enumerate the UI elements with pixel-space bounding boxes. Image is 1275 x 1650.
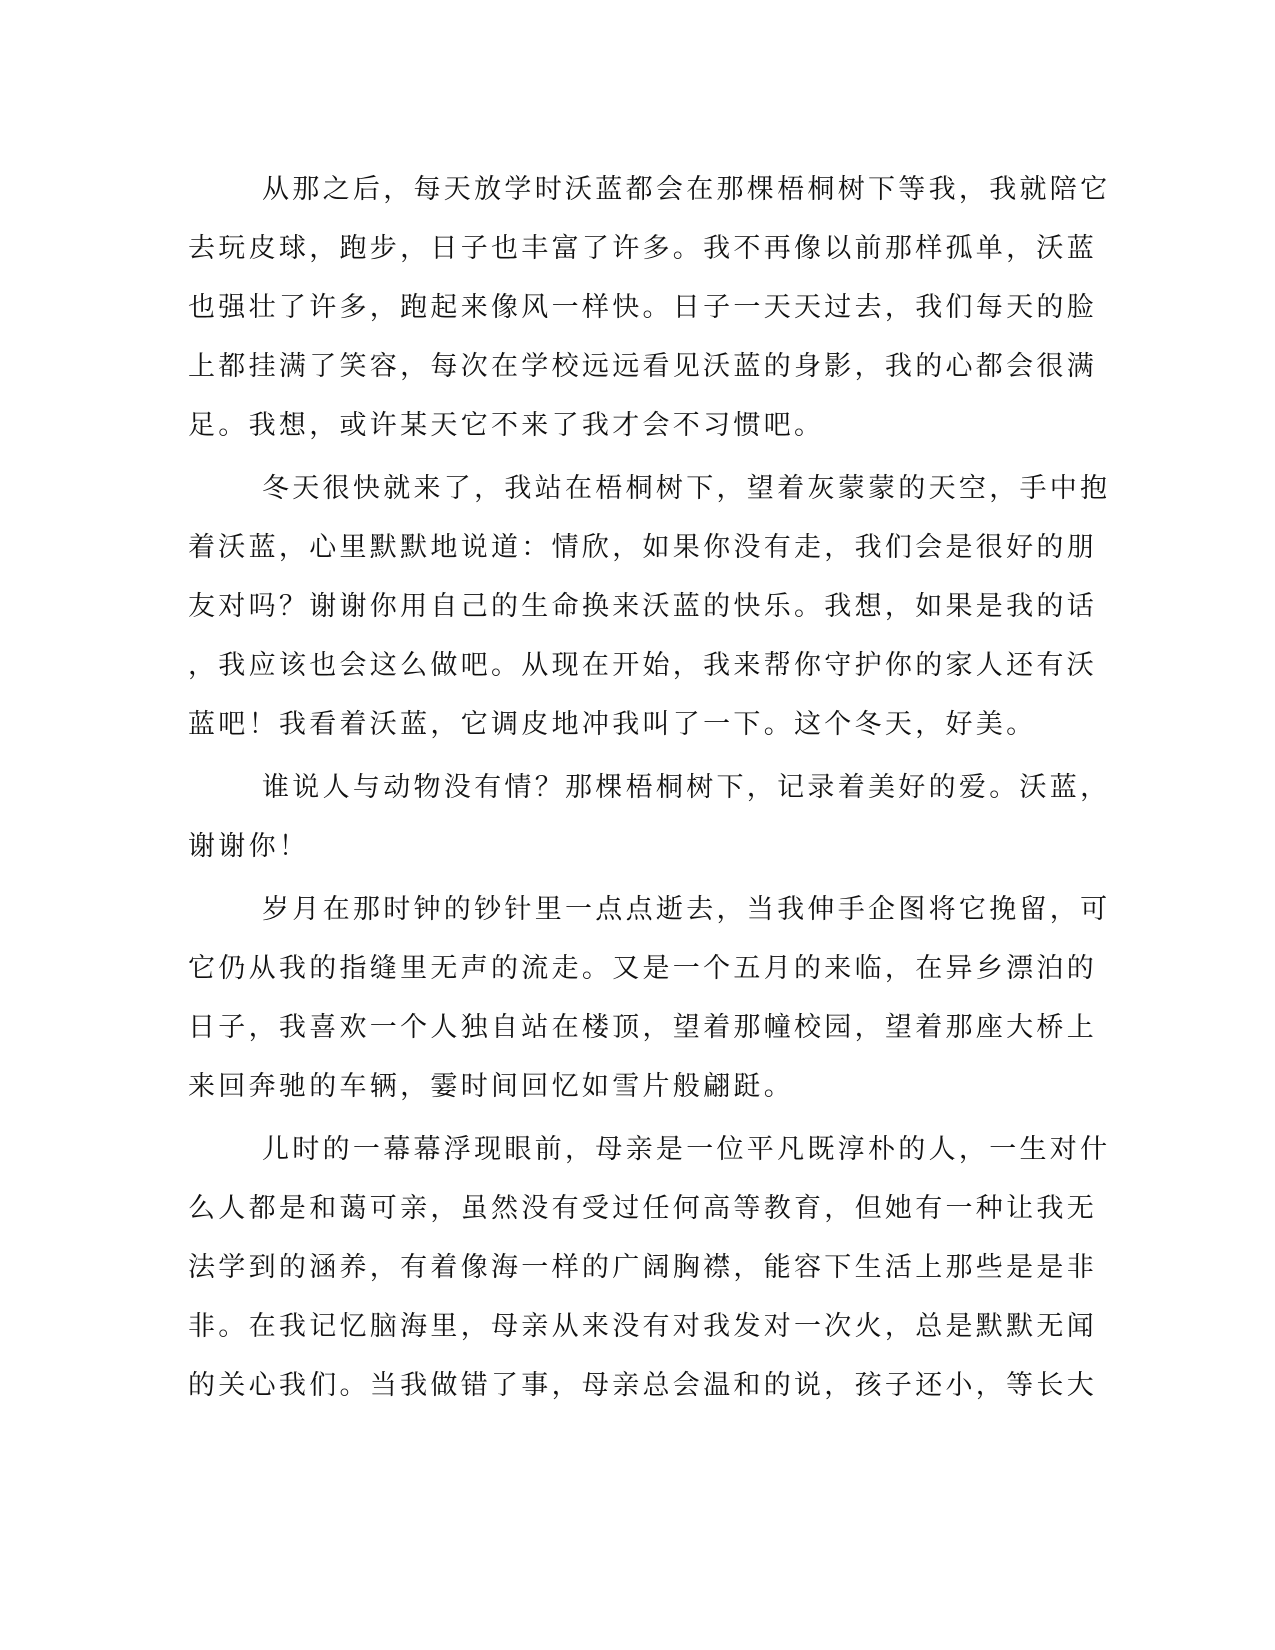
paragraph-line: 从那之后，每天放学时沃蓝都会在那棵梧桐树下等我，我就陪它 — [262, 174, 1111, 205]
paragraph-3 — [188, 758, 1111, 876]
paragraph-line: 谢谢你！ — [188, 831, 310, 862]
paragraph-line: 去玩皮球，跑步，日子也丰富了许多。我不再像以前那样孤单，沃蓝 — [188, 233, 1097, 264]
paragraph-line: 儿时的一幕幕浮现眼前，母亲是一位平凡既淳朴的人，一生对什 — [262, 1134, 1111, 1165]
paragraph-line: 的关心我们。当我做错了事，母亲总会温和的说，孩子还小，等长大 — [188, 1370, 1097, 1401]
paragraph-line: 岁月在那时钟的钞针里一点点逝去，当我伸手企图将它挽留，可 — [262, 894, 1111, 925]
paragraph-line: 冬天很快就来了，我站在梧桐树下，望着灰蒙蒙的天空，手中抱 — [262, 473, 1111, 504]
paragraph-line: 么人都是和蔼可亲，虽然没有受过任何高等教育，但她有一种让我无 — [188, 1193, 1097, 1224]
paragraph-line: 日子，我喜欢一个人独自站在楼顶，望着那幢校园，望着那座大桥上 — [188, 1012, 1097, 1043]
paragraph-line: 来回奔驰的车辆，霎时间回忆如雪片般翩跹。 — [188, 1071, 794, 1102]
paragraph-line: 谁说人与动物没有情？那棵梧桐树下，记录着美好的爱。沃蓝， — [262, 772, 1111, 803]
paragraph-line: ，我应该也会这么做吧。从现在开始，我来帮你守护你的家人还有沃 — [188, 650, 1097, 681]
paragraph-line: 非。在我记忆脑海里，母亲从来没有对我发对一次火，总是默默无闻 — [188, 1311, 1097, 1342]
paragraph-line: 着沃蓝，心里默默地说道：情欣，如果你没有走，我们会是很好的朋 — [188, 532, 1097, 563]
paragraph-1 — [188, 160, 1111, 455]
paragraph-line: 法学到的涵养，有着像海一样的广阔胸襟，能容下生活上那些是是非 — [188, 1252, 1097, 1283]
paragraph-line: 友对吗？谢谢你用自己的生命换来沃蓝的快乐。我想，如果是我的话 — [188, 591, 1097, 622]
document-body — [188, 160, 1111, 1415]
paragraph-line: 它仍从我的指缝里无声的流走。又是一个五月的来临，在异乡漂泊的 — [188, 953, 1097, 984]
paragraph-line: 蓝吧！我看着沃蓝，它调皮地冲我叫了一下。这个冬天，好美。 — [188, 709, 1037, 740]
paragraph-line: 也强壮了许多，跑起来像风一样快。日子一天天过去，我们每天的脸 — [188, 292, 1097, 323]
paragraph-4 — [188, 880, 1111, 1116]
paragraph-line: 足。我想，或许某天它不来了我才会不习惯吧。 — [188, 410, 825, 441]
paragraph-2 — [188, 459, 1111, 754]
paragraph-5 — [188, 1120, 1111, 1415]
paragraph-line: 上都挂满了笑容，每次在学校远远看见沃蓝的身影，我的心都会很满 — [188, 351, 1097, 382]
